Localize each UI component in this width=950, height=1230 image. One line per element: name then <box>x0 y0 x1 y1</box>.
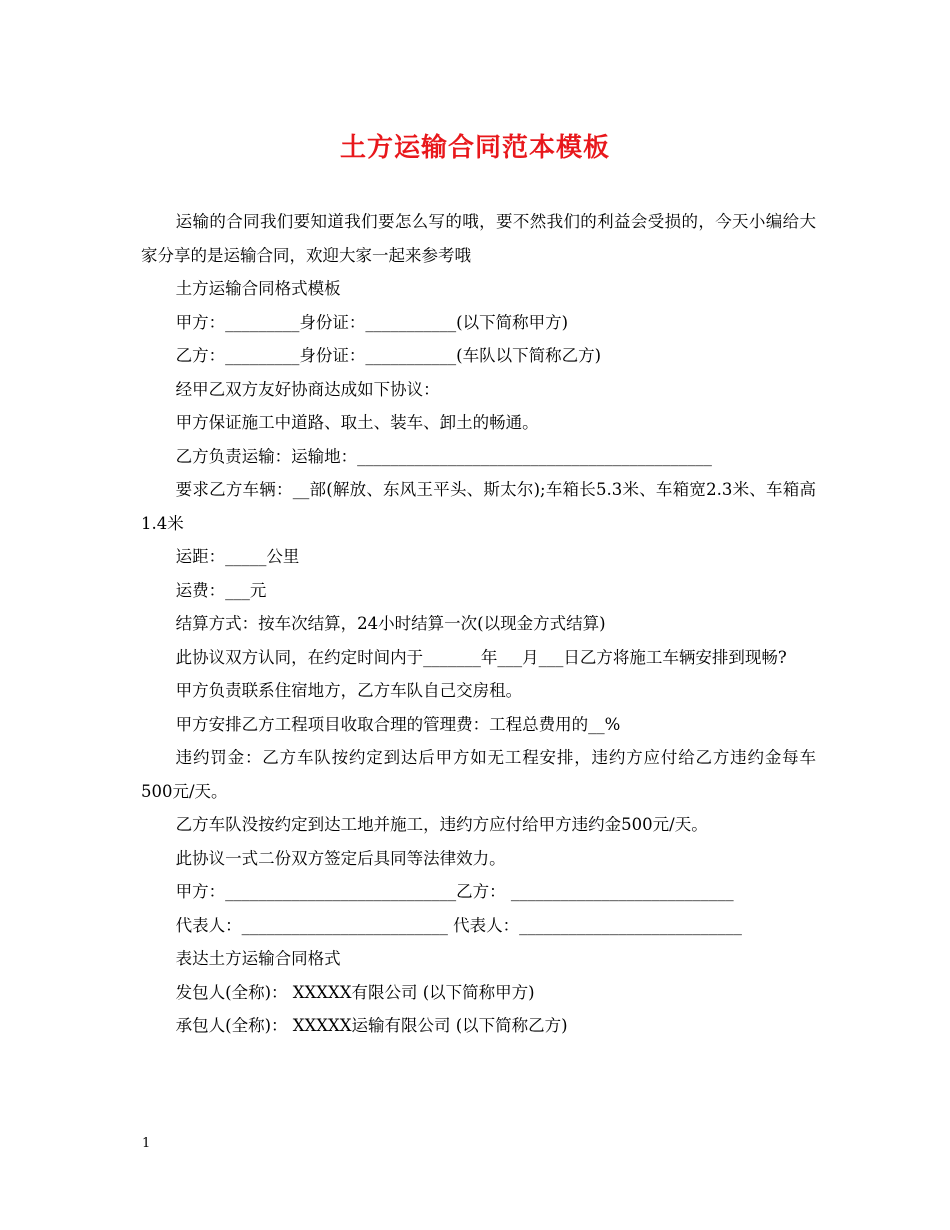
paragraph-agreement-intro: 经甲乙双方友好协商达成如下协议： <box>175 379 440 399</box>
paragraph-signature-parties: 甲方：____________________________乙方： ___________________________ <box>175 882 734 901</box>
paragraph-settlement: 结算方式：按车次结算，24小时结算一次(以现金方式结算) <box>175 614 606 633</box>
paragraph-signature-representatives: 代表人：_________________________ 代表人：___________________________ <box>175 915 742 935</box>
page-number: 1 <box>142 1136 151 1151</box>
paragraph-vehicle-requirements: 要求乙方车辆：__部(解放、东风王平头、斯太尔);车箱长5.3米、车箱宽2.3米、车箱高1.4米 <box>141 480 816 533</box>
document-body <box>141 205 816 1043</box>
paragraph-subcontractor: 承包人(全称)： XXXXX运输有限公司 (以下简称乙方) <box>175 1016 568 1035</box>
paragraph-template-heading: 土方运输合同格式模板 <box>175 279 341 298</box>
paragraph-transport-location: 乙方负责运输：运输地：___________________________________________ <box>175 446 712 466</box>
paragraph-intro: 运输的合同我们要知道我们要怎么写的哦，要不然我们的利益会受损的，今天小编给大家分享的是运输合同，欢迎大家一起来参考哦 <box>141 212 816 265</box>
paragraph-copies: 此协议一式二份双方签定后具同等法律效力。 <box>175 848 506 868</box>
paragraph-contractor: 发包人(全称)： XXXXX有限公司 (以下简称甲方) <box>175 982 535 1002</box>
paragraph-road-clearance: 甲方保证施工中道路、取土、装车、卸土的畅通。 <box>175 413 539 432</box>
paragraph-management-fee: 甲方安排乙方工程项目收取合理的管理费：工程总费用的__% <box>175 714 621 734</box>
paragraph-accommodation: 甲方负责联系住宿地方，乙方车队自己交房租。 <box>175 681 523 700</box>
paragraph-party-a: 甲方：_________身份证：___________(以下简称甲方) <box>175 312 569 332</box>
paragraph-distance: 运距：_____公里 <box>175 547 300 566</box>
paragraph-format-heading: 表达土方运输合同格式 <box>175 949 341 968</box>
paragraph-schedule: 此协议双方认同，在约定时间内于_______年___月___日乙方将施工车辆安排到现畅? <box>175 647 787 667</box>
paragraph-penalty-b: 乙方车队没按约定到达工地并施工，违约方应付给甲方违约金500元/天。 <box>175 815 708 834</box>
paragraph-penalty-a: 违约罚金：乙方车队按约定到达后甲方如无工程安排，违约方应付给乙方违约金每车500元/天。 <box>141 748 816 801</box>
paragraph-party-b: 乙方：_________身份证：___________(车队以下简称乙方) <box>175 346 602 365</box>
document-title: 土方运输合同范本模板 <box>339 133 610 163</box>
paragraph-fee: 运费：___元 <box>175 580 267 600</box>
